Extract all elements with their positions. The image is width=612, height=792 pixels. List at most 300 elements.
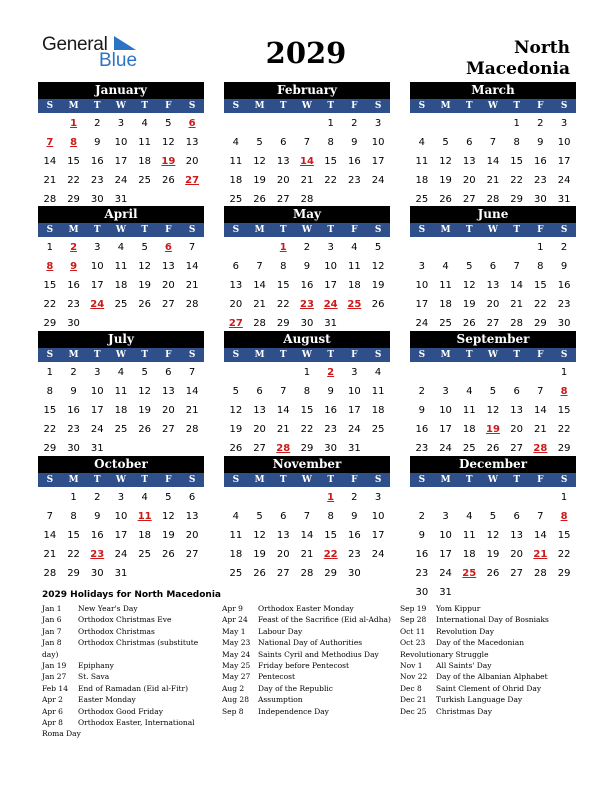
- day-cell: 9: [351, 137, 358, 148]
- empty-day-cell: [481, 363, 505, 382]
- day-cell: 26: [138, 424, 152, 435]
- month-february: [224, 82, 390, 209]
- day-cell: 23: [67, 424, 80, 435]
- holiday-entry: [222, 603, 397, 614]
- month-title: July: [38, 331, 204, 348]
- weekday-label: S: [232, 101, 240, 111]
- day-cell: 1: [560, 492, 568, 503]
- day-cell: 28: [253, 318, 266, 329]
- day-grid: [224, 487, 390, 583]
- day-cell: 19: [439, 175, 452, 186]
- empty-day-cell: [434, 363, 458, 382]
- empty-day-cell: [410, 238, 434, 257]
- day-cell: 16: [534, 156, 547, 167]
- holiday-date: Apr 24: [222, 615, 248, 625]
- holiday-entry: [222, 671, 397, 682]
- day-cell: 14: [43, 530, 57, 541]
- empty-day-cell: [481, 114, 505, 133]
- holiday-entry: [42, 683, 212, 694]
- day-cell: 11: [462, 405, 476, 416]
- day-cell: 10: [90, 386, 104, 397]
- holiday-name: Independence Day: [258, 706, 329, 716]
- day-cell: 24: [114, 175, 128, 186]
- day-cell: 4: [117, 242, 125, 253]
- day-cell: 18: [348, 280, 361, 291]
- day-cell: 14: [253, 280, 266, 291]
- day-cell: 27: [162, 299, 175, 310]
- weekday-label: W: [115, 225, 127, 235]
- day-cell: 30: [90, 194, 104, 205]
- day-cell: 17: [415, 299, 429, 310]
- day-cell: 27: [486, 318, 500, 329]
- weekday-header: [410, 473, 576, 487]
- day-cell: 18: [462, 549, 476, 560]
- day-cell: 4: [117, 367, 125, 378]
- holiday-date: Apr 2: [42, 695, 63, 705]
- day-cell: 20: [462, 175, 476, 186]
- holiday-day-cell: 8: [560, 511, 568, 522]
- day-cell: 20: [185, 530, 199, 541]
- day-cell: 20: [510, 549, 524, 560]
- holiday-date: May 1: [222, 626, 246, 636]
- holiday-day-cell: 21: [533, 549, 548, 560]
- day-cell: 24: [114, 549, 128, 560]
- weekday-label: T: [279, 350, 287, 360]
- day-cell: 9: [94, 137, 101, 148]
- holiday-name: Labour Day: [258, 626, 303, 636]
- day-cell: 5: [442, 137, 449, 148]
- day-cell: 20: [276, 175, 290, 186]
- day-cell: 10: [114, 511, 128, 522]
- weekday-label: T: [141, 350, 149, 360]
- holiday-name: Orthodox Good Friday: [78, 706, 163, 716]
- day-cell: 29: [67, 194, 80, 205]
- day-grid: [224, 113, 390, 209]
- day-cell: 14: [185, 261, 199, 272]
- day-cell: 3: [560, 118, 568, 129]
- day-cell: 12: [462, 280, 476, 291]
- weekday-label: W: [115, 475, 127, 485]
- empty-day-cell: [457, 488, 481, 507]
- weekday-label: T: [327, 475, 335, 485]
- holiday-name-continued: day): [42, 649, 59, 659]
- holiday-name: Easter Monday: [78, 695, 136, 705]
- day-cell: 10: [90, 261, 104, 272]
- weekday-label: T: [93, 475, 101, 485]
- holiday-entry: [400, 660, 575, 671]
- day-cell: 13: [185, 137, 199, 148]
- day-cell: 4: [374, 367, 382, 378]
- holiday-date: Sep 8: [222, 706, 244, 716]
- holiday-date: Aug 2: [222, 683, 245, 693]
- month-title: September: [410, 331, 576, 348]
- day-cell: 6: [232, 261, 240, 272]
- day-cell: 10: [439, 405, 452, 416]
- day-cell: 6: [489, 261, 497, 272]
- weekday-label: S: [188, 475, 196, 485]
- day-cell: 2: [351, 118, 358, 129]
- day-cell: 1: [513, 118, 520, 129]
- day-cell: 6: [513, 386, 520, 397]
- day-cell: 19: [371, 280, 385, 291]
- day-cell: 21: [43, 549, 57, 560]
- holiday-name: Day of the Republic: [258, 683, 333, 693]
- day-cell: 2: [351, 492, 358, 503]
- weekday-label: F: [165, 475, 172, 485]
- day-cell: 8: [70, 511, 77, 522]
- day-cell: 4: [418, 137, 426, 148]
- day-cell: 20: [253, 424, 266, 435]
- day-cell: 1: [70, 492, 77, 503]
- day-cell: 24: [371, 175, 385, 186]
- day-cell: 3: [117, 118, 125, 129]
- day-cell: 7: [256, 261, 263, 272]
- day-cell: 21: [300, 549, 314, 560]
- day-cell: 11: [229, 156, 243, 167]
- weekday-label: S: [418, 475, 426, 485]
- holiday-day-cell: 2: [327, 367, 335, 378]
- day-cell: 21: [510, 299, 524, 310]
- holiday-name: National Day of Authorities: [258, 638, 363, 648]
- day-cell: 14: [534, 530, 547, 541]
- day-cell: 13: [162, 261, 175, 272]
- day-cell: 7: [46, 511, 54, 522]
- holiday-day-cell: 24: [323, 299, 338, 310]
- day-cell: 5: [466, 261, 473, 272]
- holiday-entry: [42, 614, 212, 625]
- weekday-label: F: [165, 225, 172, 235]
- empty-day-cell: [248, 114, 272, 133]
- day-cell: 9: [560, 261, 568, 272]
- empty-day-cell: [410, 363, 434, 382]
- holiday-date: Sep 28: [400, 615, 427, 625]
- day-cell: 13: [462, 156, 476, 167]
- day-cell: 30: [348, 568, 361, 579]
- month-title: March: [410, 82, 576, 99]
- holiday-day-cell: 28: [276, 443, 291, 454]
- weekday-label: S: [188, 101, 196, 111]
- day-cell: 23: [90, 175, 104, 186]
- day-cell: 9: [418, 405, 426, 416]
- day-cell: 15: [324, 530, 338, 541]
- holiday-day-cell: 6: [164, 242, 172, 253]
- day-cell: 9: [303, 261, 311, 272]
- day-cell: 19: [462, 299, 476, 310]
- day-cell: 8: [513, 137, 520, 148]
- country-name: [430, 38, 570, 80]
- weekday-label: T: [465, 225, 473, 235]
- day-cell: 9: [70, 386, 77, 397]
- day-cell: 22: [557, 424, 571, 435]
- weekday-header: [410, 99, 576, 113]
- day-cell: 24: [371, 549, 385, 560]
- month-june: [410, 206, 576, 333]
- holiday-name: All Saints' Day: [436, 661, 492, 671]
- day-cell: 30: [90, 568, 104, 579]
- weekday-label: W: [487, 350, 499, 360]
- day-cell: 21: [486, 175, 500, 186]
- day-cell: 25: [229, 568, 243, 579]
- weekday-header: [38, 348, 204, 362]
- day-cell: 21: [43, 175, 57, 186]
- day-cell: 26: [229, 443, 243, 454]
- day-cell: 26: [462, 318, 476, 329]
- weekday-label: F: [165, 350, 172, 360]
- weekday-header: [224, 348, 390, 362]
- holiday-entry: [222, 614, 397, 625]
- weekday-label: T: [513, 225, 521, 235]
- day-cell: 29: [67, 568, 80, 579]
- month-may: [224, 206, 390, 333]
- day-cell: 17: [90, 280, 104, 291]
- day-cell: 20: [229, 299, 243, 310]
- holiday-day-cell: 23: [90, 549, 105, 560]
- holiday-day-cell: 7: [46, 137, 54, 148]
- weekday-label: T: [93, 101, 101, 111]
- day-cell: 8: [46, 386, 54, 397]
- holiday-name-continued: Revolutionary Struggle: [400, 649, 489, 659]
- holiday-date: Apr 9: [222, 604, 243, 613]
- day-cell: 6: [256, 386, 263, 397]
- page-title-year: 2029: [265, 36, 347, 70]
- weekday-label: T: [465, 350, 473, 360]
- day-cell: 29: [324, 568, 338, 579]
- holiday-name: Friday before Pentecost: [258, 661, 350, 671]
- holiday-entry: [400, 683, 575, 694]
- empty-day-cell: [457, 114, 481, 133]
- day-cell: 9: [351, 511, 358, 522]
- day-cell: 19: [253, 175, 266, 186]
- day-grid: [38, 113, 204, 209]
- day-cell: 15: [534, 280, 547, 291]
- empty-day-cell: [271, 114, 295, 133]
- day-cell: 5: [141, 367, 148, 378]
- day-cell: 17: [348, 405, 361, 416]
- day-cell: 18: [138, 530, 152, 541]
- day-cell: 8: [327, 137, 334, 148]
- day-cell: 2: [70, 367, 77, 378]
- weekday-label: T: [327, 225, 335, 235]
- day-cell: 16: [90, 156, 104, 167]
- day-cell: 28: [185, 424, 199, 435]
- holiday-day-cell: 2: [70, 242, 78, 253]
- weekday-label: F: [165, 101, 172, 111]
- day-cell: 4: [141, 492, 148, 503]
- weekday-label: S: [560, 350, 568, 360]
- weekday-header: [224, 223, 390, 237]
- weekday-label: T: [513, 475, 521, 485]
- day-cell: 23: [415, 443, 429, 454]
- day-cell: 23: [324, 424, 338, 435]
- empty-day-cell: [38, 114, 62, 133]
- day-cell: 16: [348, 530, 361, 541]
- holiday-date: Jan 6: [42, 615, 62, 625]
- day-cell: 2: [303, 242, 311, 253]
- day-cell: 10: [415, 280, 429, 291]
- day-cell: 13: [510, 530, 524, 541]
- weekday-label: T: [465, 101, 473, 111]
- holiday-date: Jan 7: [42, 626, 62, 636]
- holiday-name: Feast of the Sacrifice (Eid al-Adha): [258, 615, 391, 625]
- empty-day-cell: [295, 114, 319, 133]
- holiday-date: May 27: [222, 672, 251, 682]
- weekday-label: M: [254, 350, 265, 360]
- holiday-date: Oct 11: [400, 626, 426, 636]
- day-cell: 17: [114, 530, 128, 541]
- month-april: [38, 206, 204, 333]
- holiday-day-cell: 28: [533, 443, 548, 454]
- day-cell: 24: [557, 175, 571, 186]
- day-cell: 5: [165, 118, 172, 129]
- holiday-name: End of Ramadan (Eid al-Fitr): [78, 683, 189, 693]
- day-cell: 22: [300, 424, 314, 435]
- day-cell: 7: [280, 386, 287, 397]
- day-cell: 25: [371, 424, 385, 435]
- day-cell: 16: [67, 405, 80, 416]
- weekday-label: M: [440, 101, 451, 111]
- holiday-date: Jan 27: [42, 672, 67, 682]
- weekday-label: W: [301, 225, 313, 235]
- day-cell: 15: [67, 530, 80, 541]
- empty-day-cell: [505, 238, 529, 257]
- weekday-label: T: [141, 475, 149, 485]
- day-cell: 20: [185, 156, 199, 167]
- holiday-entry: [42, 637, 212, 648]
- holiday-name-continued: Roma Day: [42, 729, 81, 739]
- day-cell: 25: [138, 549, 152, 560]
- weekday-label: S: [188, 225, 196, 235]
- holiday-name: Revolution Day: [436, 626, 494, 636]
- month-title: January: [38, 82, 204, 99]
- day-cell: 1: [537, 242, 544, 253]
- day-cell: 29: [557, 568, 571, 579]
- day-grid: [410, 113, 576, 209]
- holiday-entry: [400, 626, 575, 637]
- day-cell: 2: [560, 242, 568, 253]
- day-cell: 21: [185, 280, 199, 291]
- weekday-label: W: [487, 225, 499, 235]
- weekday-label: M: [68, 101, 79, 111]
- weekday-label: T: [279, 225, 287, 235]
- day-cell: 27: [462, 194, 476, 205]
- month-title: May: [224, 206, 390, 223]
- weekday-label: S: [418, 225, 426, 235]
- weekday-label: S: [232, 225, 240, 235]
- day-cell: 6: [188, 492, 196, 503]
- day-cell: 5: [256, 137, 263, 148]
- day-cell: 28: [43, 194, 57, 205]
- day-cell: 7: [303, 511, 311, 522]
- weekday-label: M: [68, 475, 79, 485]
- day-cell: 12: [229, 405, 243, 416]
- holiday-entry: [42, 671, 212, 682]
- day-cell: 5: [489, 386, 497, 397]
- day-cell: 15: [324, 156, 338, 167]
- empty-day-cell: [434, 114, 458, 133]
- day-cell: 26: [253, 568, 266, 579]
- holiday-entry: [400, 637, 575, 648]
- day-cell: 7: [303, 137, 311, 148]
- holiday-date: Nov 1: [400, 661, 423, 671]
- day-grid: [224, 237, 390, 333]
- month-title: June: [410, 206, 576, 223]
- day-cell: 17: [114, 156, 128, 167]
- day-cell: 6: [466, 137, 473, 148]
- holiday-entry: [42, 717, 212, 728]
- day-cell: 16: [415, 549, 429, 560]
- day-cell: 26: [371, 299, 385, 310]
- day-cell: 12: [253, 530, 266, 541]
- day-cell: 14: [486, 156, 500, 167]
- day-cell: 20: [276, 549, 290, 560]
- holiday-day-cell: 1: [327, 492, 335, 503]
- day-cell: 28: [486, 194, 500, 205]
- holiday-name: Pentecost: [258, 672, 296, 682]
- weekday-header: [410, 348, 576, 362]
- day-cell: 21: [276, 424, 290, 435]
- day-cell: 6: [280, 511, 287, 522]
- day-cell: 21: [185, 405, 199, 416]
- day-cell: 5: [256, 511, 263, 522]
- day-cell: 27: [185, 549, 199, 560]
- empty-day-cell: [38, 488, 62, 507]
- holiday-day-cell: 6: [188, 118, 196, 129]
- day-cell: 24: [348, 424, 361, 435]
- day-cell: 6: [165, 367, 172, 378]
- day-cell: 25: [462, 443, 476, 454]
- day-cell: 13: [276, 156, 290, 167]
- weekday-label: T: [513, 101, 521, 111]
- day-cell: 17: [371, 156, 385, 167]
- weekday-label: F: [537, 350, 544, 360]
- holiday-entry: [42, 694, 212, 705]
- holiday-date: Aug 28: [222, 695, 249, 705]
- weekday-label: T: [327, 101, 335, 111]
- day-cell: 29: [557, 443, 571, 454]
- day-cell: 4: [466, 511, 473, 522]
- holiday-date: Dec 8: [400, 683, 422, 693]
- weekday-header: [38, 223, 204, 237]
- holiday-name: International Day of Bosniaks: [436, 615, 549, 625]
- holiday-name: New Year's Day: [78, 604, 138, 613]
- day-cell: 2: [537, 118, 544, 129]
- holiday-entry: [400, 706, 575, 717]
- weekday-label: S: [188, 350, 196, 360]
- country-line-1: North: [513, 38, 570, 58]
- holiday-entry: [400, 671, 575, 682]
- weekday-label: S: [560, 101, 568, 111]
- holiday-day-cell: 14: [300, 156, 314, 167]
- empty-day-cell: [224, 114, 248, 133]
- month-december: [410, 456, 576, 602]
- day-cell: 27: [253, 443, 266, 454]
- empty-day-cell: [224, 363, 248, 382]
- day-cell: 12: [162, 137, 175, 148]
- day-cell: 26: [162, 549, 175, 560]
- day-cell: 1: [46, 242, 54, 253]
- day-cell: 13: [253, 405, 266, 416]
- day-cell: 9: [537, 137, 544, 148]
- day-cell: 22: [557, 549, 571, 560]
- holiday-name: Orthodox Easter Monday: [258, 604, 354, 613]
- holiday-entry: [222, 683, 397, 694]
- holiday-name: Orthodox Christmas Eve: [78, 615, 172, 625]
- day-cell: 11: [462, 530, 476, 541]
- day-grid: [38, 487, 204, 583]
- day-cell: 26: [439, 194, 452, 205]
- day-cell: 3: [418, 261, 426, 272]
- month-title: April: [38, 206, 204, 223]
